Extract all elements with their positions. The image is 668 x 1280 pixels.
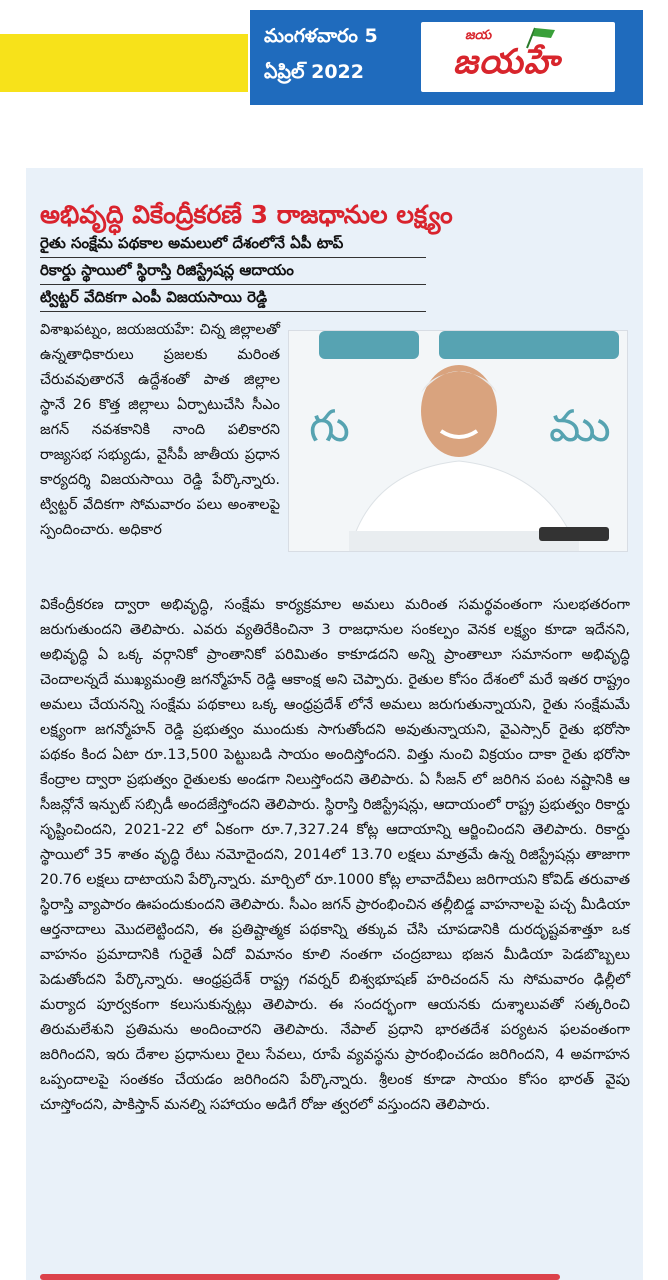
newspaper-logo (421, 22, 615, 92)
article-headline: అభివృద్ధి వికేంద్రీకరణే 3 రాజధానుల లక్ష్యం (40, 200, 453, 229)
logo-main-text: జయహే (453, 42, 560, 82)
svg-text:గు: గు (309, 401, 350, 452)
next-article-headline-partial (40, 1266, 630, 1280)
article-subhead: రికార్డు స్థాయిలో స్థిరాస్తి రిజిస్ట్రేషన్ల ఆదాయం (40, 261, 294, 279)
subhead-divider (40, 284, 426, 285)
date-line: ఏప్రిల్ 2022 (264, 61, 364, 83)
day-line: మంగళవారం 5 (264, 25, 378, 47)
article-body-main: వికేంద్రీకరణ ద్వారా అభివృద్ధి, సంక్షేమ కార్యక్రమాల అమలు మరింత సమర్థవంతంగా సులభతరంగా జరుగుతుందని తెలిపారు. ఎవరు వ్యతిరేకించినా 3 రాజధానుల సంకల్పం వెనక లక్ష్యం కూడా ఇదేనని, అభివృద్ధి ఏ ఒక్క వర్గానికో ప్రాంతానికో పరిమితం కాకూడదని అన్ని ప్రాంతాలూ సమానంగా అభివృద్ధి చెందాలన్నదే ముఖ్యమంత్రి జగన్మోహన్ రెడ్డి ఆకాంక్ష అని చెప్పారు. రైతుల కోసం దేశంలో మరే ఇతర రాష్ట్రం అమలు చేయనన్ని సంక్షేమ పథకాలు ఒక్క ఆంధ్రప్రదేశ్ లోనే అమలు జరుగుతున్నాయని, రైతు సంక్షేమమే లక్ష్యంగా జగన్మోహన్ రెడ్డి ప్రభుత్వం ముందుకు సాగుతోందని అవుతున్నాయని, వైఎస్సార్ రైతు భరోసా పథకం కింద ఏటా రూ.13,500 పెట్టుబడి సాయం అందిస్తోందని. విత్తు నుంచి విక్రయం దాకా రైతు భరోసా కేంద్రాల ద్వారా ప్రభుత్వం రైతులకు అండగా నిలుస్తోందని తెలిపారు. ఏ సీజన్ లో జరిగిన పంట నష్టానికి ఆ సీజన్లోనే ఇన్పుట్ సబ్సిడీ అందజేస్తోందని తెలిపారు. స్థిరాస్తి రిజిస్ట్రేషన్లు, ఆదాయంలో రాష్ట్ర ప్రభుత్వం రికార్డు సృష్టించిందని, 2021-22 లో ఏకంగా రూ.7,327.24 కోట్ల ఆదాయాన్ని ఆర్జించిందని తెలిపారు. రికార్డు స్థాయిలో 35 శాతం వృద్ధి రేటు నమోదైందని, 2014లో 13.70 లక్షలు మాత్రమే ఉన్న రిజిస్ట్రేషన్లు తాజాగా 20.76 లక్షలు దాటాయని పేర్కొన్నారు. మార్చిలో రూ.1000 కోట్ల లావాదేవీలు జరిగాయని కోవిడ్ తరువాత స్థిరాస్తి వ్యాపారం ఊపందుకుందని తెలిపారు. సీఎం జగన్ ప్రారంభించిన తల్లీబిడ్డ వాహనాలపై పచ్చ మీడియా ఆర్తనాదాలు మొదలెట్టిందని, ఈ ప్రతిష్టాత్మక పథకాన్ని తక్కువ చేసి చూపడానికి దురదృష్టవశాత్తూ ఒక వాహనం ప్రమాదానికి గురైతే ఏదో విమానం కూలి నంతగా చంద్రబాబు భజన మీడియా పెడబొబ్బలు పెడుతోందని పేర్కొన్నారు. ఆంధ్రప్రదేశ్ రాష్ట్ర గవర్నర్ బిశ్వభూషణ్ హరిచందన్ ను సోమవారం ఢిల్లీలో మర్యాద పూర్వకంగా కలుసుకున్నట్లు తెలిపారు. ఈ సందర్భంగా ఆయనకు దుశ్శాలువతో సత్కరించి తిరుమలేశుని ప్రతిమను అందించారని తెలిపారు. నేపాల్ ప్రధాని భారతదేశ పర్యటన ఫలవంతంగా జరిగిందని, ఇరు దేశాల ప్రధానులు రైలు సేవలు, రూపే వ్యవస్థను ప్రారంభించడం జరిగిందని, 4 అవగాహన ఒప్పందాలపై సంతకం చేయడం జరిగిందని పేర్కొన్నారు. శ్రీలంక కూడా సాయం కోసం భారత్ వైపు చూస్తోందని, పాకిస్తాన్ మనల్ని సహాయం అడిగే రోజు త్వరలో వస్తుందని తెలిపారు. (40, 597, 630, 1113)
news-article (26, 168, 643, 1280)
yellow-accent-band (0, 34, 248, 92)
article-body-intro: విశాఖపట్నం, జయజయహే: చిన్న జిల్లాలతో ఉన్నతాధికారులు ప్రజలకు మరింత చేరువవుతారనే ఉద్దేశంతో పాత జిల్లాల స్థానే 26 కొత్త జిల్లాలు ఏర్పాటుచేసి సీఎం జగన్ నవశకానికి నాంది పలికారని రాజ్యసభ సభ్యుడు, వైసీపీ జాతీయ ప్రధాన కార్యదర్శి విజయసాయి రెడ్డి పేర్కొన్నారు. ట్విట్టర్ వేదికగా సోమవారం పలు అంశాలపై స్పందించారు. అధికార (40, 322, 280, 538)
masthead-date (264, 18, 414, 90)
article-subhead: రైతు సంక్షేమ పథకాల అమలులో దేశంలోనే ఏపీ టాప్ (40, 234, 344, 252)
svg-text:ము: ము (549, 401, 611, 452)
subhead-divider (40, 257, 426, 258)
logo-small-text: జయ (465, 28, 492, 43)
portrait-photo (289, 331, 628, 552)
article-photo (288, 330, 628, 552)
subhead-divider (40, 311, 426, 312)
article-subhead: ట్విట్టర్ వేదికగా ఎంపీ విజయసాయి రెడ్డి (40, 288, 268, 306)
masthead (250, 10, 643, 105)
next-headline-fragment (40, 1274, 560, 1280)
